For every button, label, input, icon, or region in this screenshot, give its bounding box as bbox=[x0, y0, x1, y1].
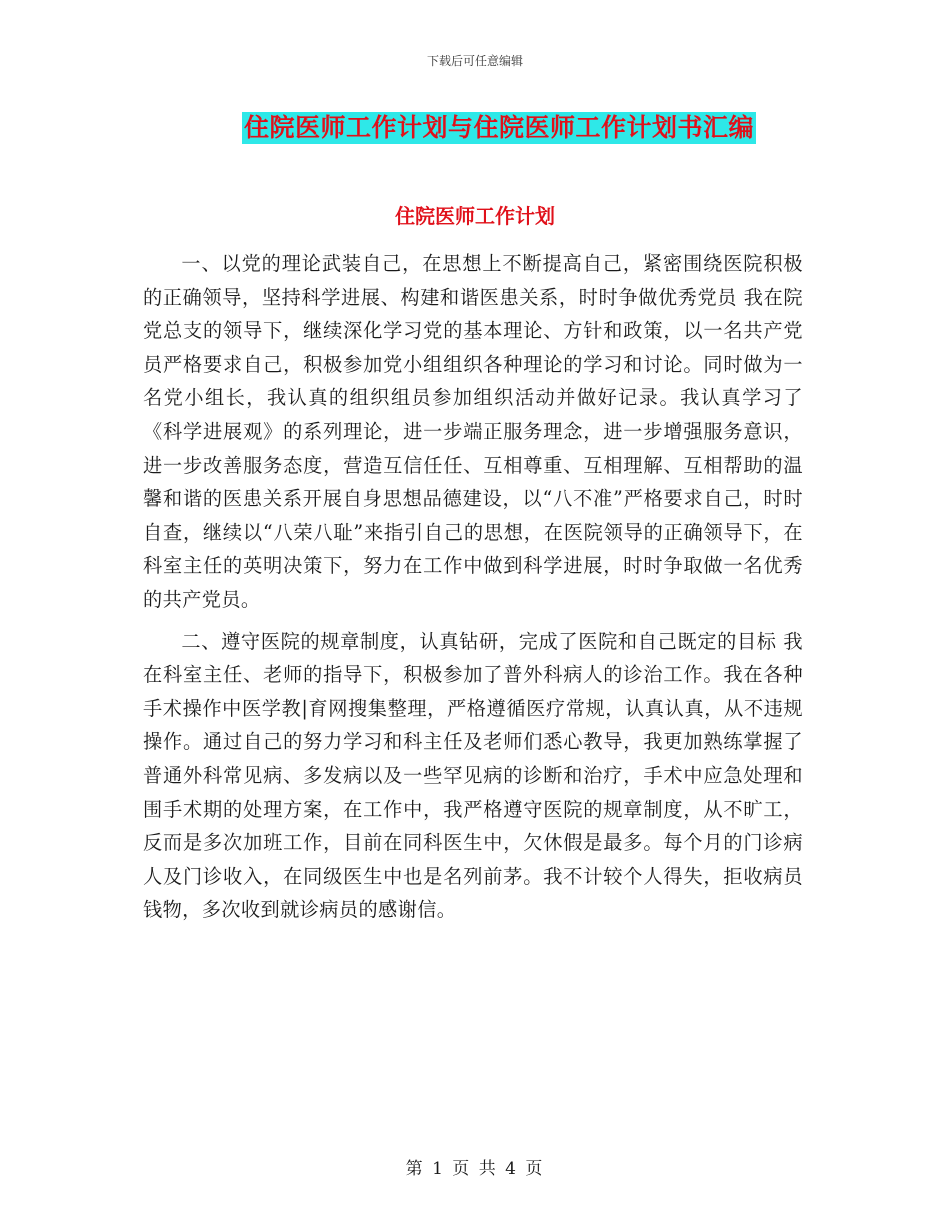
page-footer: 第 1 页 共 4 页 bbox=[405, 1159, 545, 1179]
body-text bbox=[143, 247, 803, 927]
main-title: 住院医师工作计划与住院医师工作计划书汇编 bbox=[243, 113, 754, 142]
paragraph-1: 一、以党的理论武装自己，在思想上不断提高自己，紧密围绕医院积极的正确领导，坚持科学进展、构建和谐医患关系，时时争做优秀党员 我在院党总支的领导下，继续深化学习党的基本理论、方针和政策，以一名共产党员严格要求自己，积极参加党小组组织各种理论的学习和讨论。同时做为一名党小组长，我认真的组织组员参加组织活动并做好记录。我认真学习了《科学进展观》的系列理论，进一步端正服务理念，进一步增强服务意识，进一步改善服务态度，营造互信任任、互相尊重、互相理解、互相帮助的温馨和谐的医患关系开展自身思想品德建设，以“八不准”严格要求自己，时时自查，继续以“八荣八耻”来指引自己的思想，在医院领导的正确领导下，在科室主任的英明决策下，努力在工作中做到科学进展，时时争取做一名优秀的共产党员。 bbox=[143, 252, 803, 611]
header-note: 下载后可任意编辑 bbox=[426, 54, 523, 68]
section-title: 住院医师工作计划 bbox=[395, 204, 555, 228]
paragraph-2: 二、遵守医院的规章制度，认真钻研，完成了医院和自己既定的目标 我在科室主任、老师的指导下，积极参加了普外科病人的诊治工作。我在各种手术操作中医学教|育网搜集整理，严格遵循医疗常规，认真认真，从不违规操作。通过自己的努力学习和科主任及老师们悉心教导，我更加熟练掌握了普通外科常见病、多发病以及一些罕见病的诊断和治疗，手术中应急处理和围手术期的处理方案，在工作中，我严格遵守医院的规章制度，从不旷工，反而是多次加班工作，目前在同科医生中，欠休假是最多。每个月的门诊病人及门诊收入，在同级医生中也是名列前茅。我不计较个人得失，拒收病员钱物，多次收到就诊病员的感谢信。 bbox=[143, 629, 803, 922]
main-title-container bbox=[0, 112, 950, 144]
